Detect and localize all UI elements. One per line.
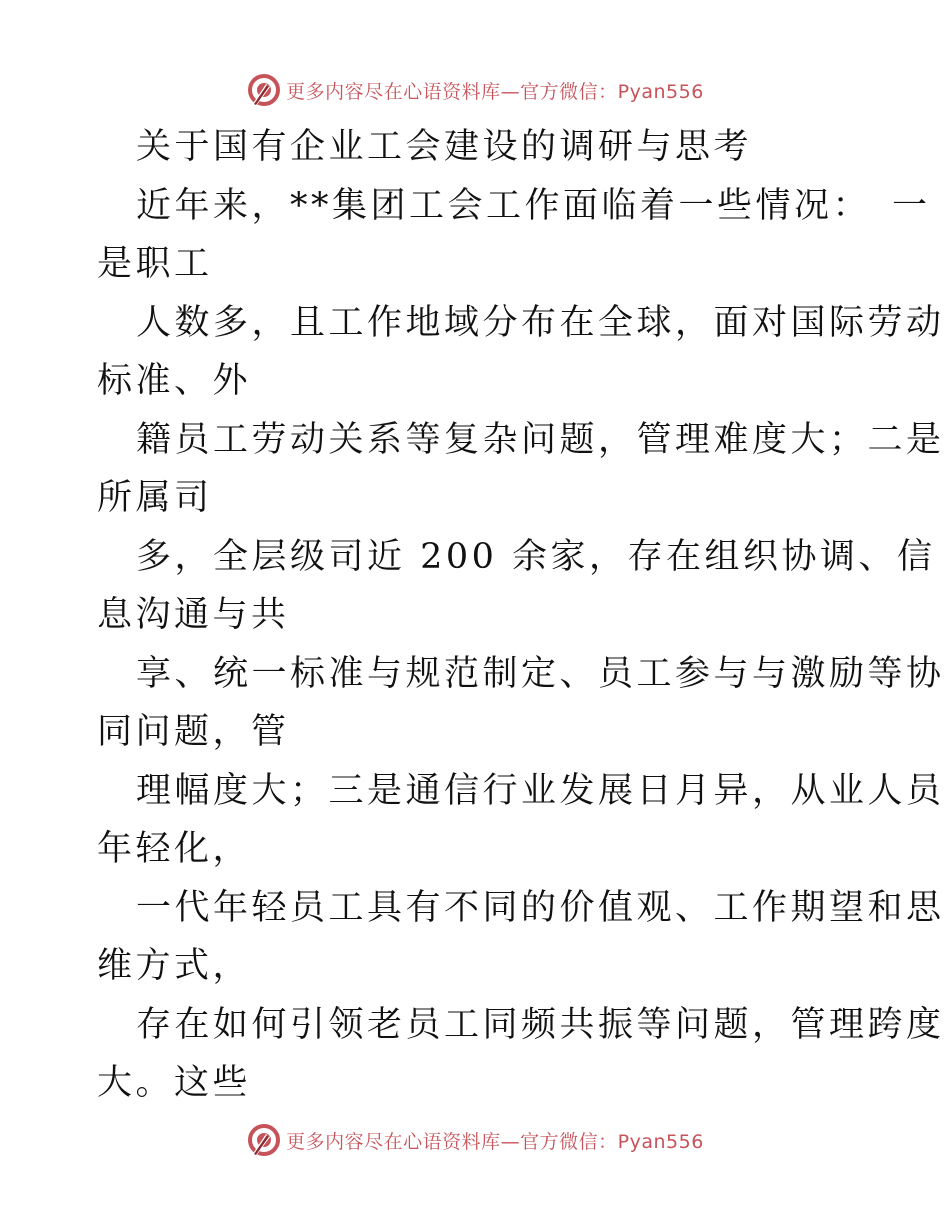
document-body [97, 118, 945, 1113]
header-watermark-banner [0, 68, 950, 112]
body-line: 息沟通与共 [97, 595, 290, 635]
body-line: 人数多，且工作地域分布在全球，面对国际劳动 [136, 302, 945, 343]
body-line: 多，全层级司近 200 余家，存在组织协调、信 [136, 536, 936, 577]
pen-logo-icon [246, 1122, 282, 1158]
pen-logo-icon [246, 72, 282, 108]
footer-banner-text: 更多内容尽在心语资料库—官方微信：Pyan556 [286, 1130, 704, 1153]
body-line: 是职工 [97, 244, 213, 284]
body-line: 籍员工劳动关系等复杂问题，管理难度大；二是 [136, 419, 945, 460]
body-line: 存在如何引领老员工同频共振等问题，管理跨度 [136, 1004, 945, 1045]
body-line: 所属司 [97, 478, 213, 518]
body-line: 大。这些 [97, 1063, 252, 1103]
body-line: 理幅度大；三是通信行业发展日月异，从业人员 [136, 770, 945, 811]
body-line: 近年来，**集团工会工作面临着一些情况： 一 [136, 185, 931, 226]
body-line: 年轻化， [97, 829, 252, 869]
document-title: 关于国有企业工会建设的调研与思考 [136, 127, 753, 167]
footer-watermark-banner [0, 1118, 950, 1162]
body-line: 同问题，管 [97, 712, 290, 752]
body-line: 标准、外 [97, 361, 252, 401]
body-line: 维方式， [97, 946, 252, 986]
header-banner-text: 更多内容尽在心语资料库—官方微信：Pyan556 [286, 80, 704, 103]
body-line: 享、统一标准与规范制定、员工参与与激励等协 [136, 653, 945, 694]
body-line: 一代年轻员工具有不同的价值观、工作期望和思 [136, 887, 945, 928]
